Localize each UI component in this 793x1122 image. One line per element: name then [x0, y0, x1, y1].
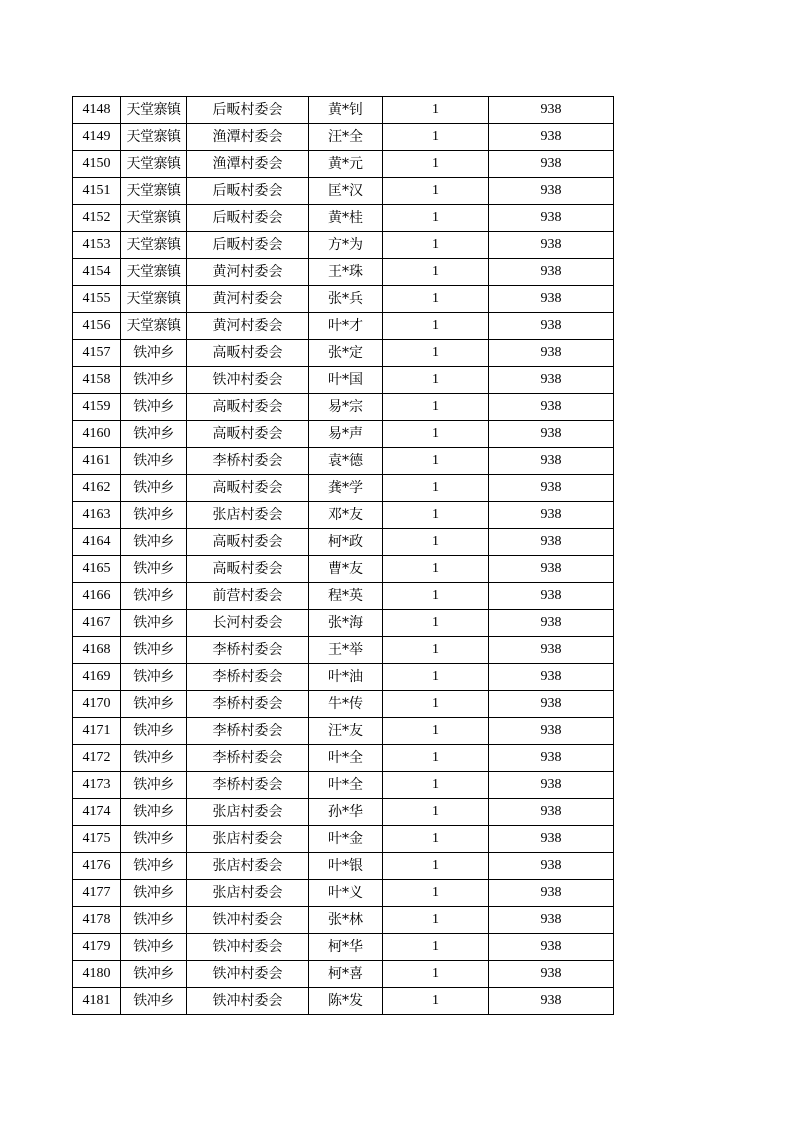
- table-row: [73, 637, 614, 664]
- name-cell: 方*为: [309, 232, 383, 259]
- count-cell: 1: [383, 826, 489, 853]
- village-cell: 高畈村委会: [187, 475, 309, 502]
- name-cell: 汪*友: [309, 718, 383, 745]
- count-cell: 1: [383, 583, 489, 610]
- village-cell: 后畈村委会: [187, 232, 309, 259]
- count-cell: 1: [383, 556, 489, 583]
- amount-cell: 938: [489, 745, 614, 772]
- town-cell: 铁冲乡: [121, 394, 187, 421]
- count-cell: 1: [383, 664, 489, 691]
- town-cell: 天堂寨镇: [121, 259, 187, 286]
- amount-cell: 938: [489, 718, 614, 745]
- row-number-cell: 4151: [73, 178, 121, 205]
- village-cell: 后畈村委会: [187, 205, 309, 232]
- amount-cell: 938: [489, 421, 614, 448]
- amount-cell: 938: [489, 124, 614, 151]
- town-cell: 铁冲乡: [121, 745, 187, 772]
- name-cell: 柯*政: [309, 529, 383, 556]
- amount-cell: 938: [489, 772, 614, 799]
- row-number-cell: 4162: [73, 475, 121, 502]
- table-row: [73, 907, 614, 934]
- amount-cell: 938: [489, 394, 614, 421]
- row-number-cell: 4158: [73, 367, 121, 394]
- row-number-cell: 4164: [73, 529, 121, 556]
- town-cell: 天堂寨镇: [121, 124, 187, 151]
- town-cell: 天堂寨镇: [121, 178, 187, 205]
- name-cell: 程*英: [309, 583, 383, 610]
- row-number-cell: 4173: [73, 772, 121, 799]
- amount-cell: 938: [489, 502, 614, 529]
- amount-cell: 938: [489, 799, 614, 826]
- name-cell: 柯*华: [309, 934, 383, 961]
- village-cell: 李桥村委会: [187, 448, 309, 475]
- row-number-cell: 4172: [73, 745, 121, 772]
- town-cell: 铁冲乡: [121, 583, 187, 610]
- count-cell: 1: [383, 448, 489, 475]
- row-number-cell: 4169: [73, 664, 121, 691]
- table-row: [73, 826, 614, 853]
- table-row: [73, 421, 614, 448]
- table-row: [73, 610, 614, 637]
- town-cell: 铁冲乡: [121, 988, 187, 1015]
- village-cell: 高畈村委会: [187, 556, 309, 583]
- count-cell: 1: [383, 259, 489, 286]
- amount-cell: 938: [489, 880, 614, 907]
- data-table: [72, 96, 614, 1015]
- table-row: [73, 664, 614, 691]
- village-cell: 铁冲村委会: [187, 988, 309, 1015]
- row-number-cell: 4167: [73, 610, 121, 637]
- village-cell: 李桥村委会: [187, 718, 309, 745]
- row-number-cell: 4155: [73, 286, 121, 313]
- village-cell: 张店村委会: [187, 880, 309, 907]
- count-cell: 1: [383, 97, 489, 124]
- row-number-cell: 4160: [73, 421, 121, 448]
- amount-cell: 938: [489, 286, 614, 313]
- count-cell: 1: [383, 124, 489, 151]
- row-number-cell: 4181: [73, 988, 121, 1015]
- count-cell: 1: [383, 718, 489, 745]
- town-cell: 铁冲乡: [121, 934, 187, 961]
- count-cell: 1: [383, 799, 489, 826]
- name-cell: 叶*国: [309, 367, 383, 394]
- amount-cell: 938: [489, 853, 614, 880]
- table-row: [73, 232, 614, 259]
- name-cell: 柯*喜: [309, 961, 383, 988]
- row-number-cell: 4152: [73, 205, 121, 232]
- village-cell: 张店村委会: [187, 826, 309, 853]
- name-cell: 黄*桂: [309, 205, 383, 232]
- town-cell: 铁冲乡: [121, 529, 187, 556]
- town-cell: 天堂寨镇: [121, 97, 187, 124]
- town-cell: 铁冲乡: [121, 610, 187, 637]
- row-number-cell: 4157: [73, 340, 121, 367]
- row-number-cell: 4168: [73, 637, 121, 664]
- name-cell: 黄*元: [309, 151, 383, 178]
- row-number-cell: 4178: [73, 907, 121, 934]
- amount-cell: 938: [489, 151, 614, 178]
- name-cell: 邓*友: [309, 502, 383, 529]
- table-body: [73, 97, 614, 1015]
- village-cell: 前营村委会: [187, 583, 309, 610]
- amount-cell: 938: [489, 556, 614, 583]
- name-cell: 易*声: [309, 421, 383, 448]
- table-row: [73, 340, 614, 367]
- count-cell: 1: [383, 907, 489, 934]
- village-cell: 高畈村委会: [187, 394, 309, 421]
- town-cell: 天堂寨镇: [121, 151, 187, 178]
- town-cell: 铁冲乡: [121, 664, 187, 691]
- village-cell: 李桥村委会: [187, 745, 309, 772]
- amount-cell: 938: [489, 205, 614, 232]
- amount-cell: 938: [489, 664, 614, 691]
- row-number-cell: 4179: [73, 934, 121, 961]
- amount-cell: 938: [489, 178, 614, 205]
- town-cell: 铁冲乡: [121, 880, 187, 907]
- table-row: [73, 502, 614, 529]
- row-number-cell: 4176: [73, 853, 121, 880]
- name-cell: 王*珠: [309, 259, 383, 286]
- town-cell: 铁冲乡: [121, 637, 187, 664]
- town-cell: 铁冲乡: [121, 961, 187, 988]
- table-row: [73, 529, 614, 556]
- count-cell: 1: [383, 961, 489, 988]
- amount-cell: 938: [489, 637, 614, 664]
- name-cell: 易*宗: [309, 394, 383, 421]
- count-cell: 1: [383, 529, 489, 556]
- count-cell: 1: [383, 178, 489, 205]
- count-cell: 1: [383, 610, 489, 637]
- village-cell: 高畈村委会: [187, 340, 309, 367]
- amount-cell: 938: [489, 340, 614, 367]
- village-cell: 李桥村委会: [187, 664, 309, 691]
- table-row: [73, 745, 614, 772]
- town-cell: 铁冲乡: [121, 907, 187, 934]
- town-cell: 天堂寨镇: [121, 313, 187, 340]
- village-cell: 黄河村委会: [187, 313, 309, 340]
- row-number-cell: 4175: [73, 826, 121, 853]
- name-cell: 袁*德: [309, 448, 383, 475]
- name-cell: 张*兵: [309, 286, 383, 313]
- table-row: [73, 583, 614, 610]
- row-number-cell: 4163: [73, 502, 121, 529]
- count-cell: 1: [383, 205, 489, 232]
- table-row: [73, 448, 614, 475]
- count-cell: 1: [383, 286, 489, 313]
- village-cell: 李桥村委会: [187, 772, 309, 799]
- amount-cell: 938: [489, 475, 614, 502]
- row-number-cell: 4174: [73, 799, 121, 826]
- row-number-cell: 4149: [73, 124, 121, 151]
- table-row: [73, 124, 614, 151]
- name-cell: 汪*全: [309, 124, 383, 151]
- amount-cell: 938: [489, 691, 614, 718]
- amount-cell: 938: [489, 232, 614, 259]
- village-cell: 高畈村委会: [187, 421, 309, 448]
- name-cell: 张*林: [309, 907, 383, 934]
- count-cell: 1: [383, 853, 489, 880]
- village-cell: 铁冲村委会: [187, 907, 309, 934]
- amount-cell: 938: [489, 610, 614, 637]
- count-cell: 1: [383, 151, 489, 178]
- name-cell: 孙*华: [309, 799, 383, 826]
- table-row: [73, 880, 614, 907]
- village-cell: 后畈村委会: [187, 178, 309, 205]
- town-cell: 铁冲乡: [121, 367, 187, 394]
- row-number-cell: 4165: [73, 556, 121, 583]
- town-cell: 铁冲乡: [121, 826, 187, 853]
- table-row: [73, 718, 614, 745]
- name-cell: 陈*发: [309, 988, 383, 1015]
- count-cell: 1: [383, 340, 489, 367]
- amount-cell: 938: [489, 583, 614, 610]
- town-cell: 铁冲乡: [121, 502, 187, 529]
- amount-cell: 938: [489, 826, 614, 853]
- count-cell: 1: [383, 637, 489, 664]
- amount-cell: 938: [489, 934, 614, 961]
- amount-cell: 938: [489, 907, 614, 934]
- amount-cell: 938: [489, 367, 614, 394]
- row-number-cell: 4166: [73, 583, 121, 610]
- count-cell: 1: [383, 475, 489, 502]
- town-cell: 铁冲乡: [121, 691, 187, 718]
- village-cell: 后畈村委会: [187, 97, 309, 124]
- amount-cell: 938: [489, 259, 614, 286]
- village-cell: 铁冲村委会: [187, 367, 309, 394]
- table-row: [73, 475, 614, 502]
- village-cell: 长河村委会: [187, 610, 309, 637]
- village-cell: 高畈村委会: [187, 529, 309, 556]
- village-cell: 铁冲村委会: [187, 961, 309, 988]
- row-number-cell: 4171: [73, 718, 121, 745]
- town-cell: 铁冲乡: [121, 772, 187, 799]
- town-cell: 铁冲乡: [121, 448, 187, 475]
- town-cell: 铁冲乡: [121, 718, 187, 745]
- name-cell: 叶*油: [309, 664, 383, 691]
- name-cell: 叶*全: [309, 745, 383, 772]
- amount-cell: 938: [489, 961, 614, 988]
- village-cell: 渔潭村委会: [187, 124, 309, 151]
- amount-cell: 938: [489, 988, 614, 1015]
- name-cell: 龚*学: [309, 475, 383, 502]
- count-cell: 1: [383, 232, 489, 259]
- village-cell: 张店村委会: [187, 502, 309, 529]
- table-row: [73, 961, 614, 988]
- row-number-cell: 4153: [73, 232, 121, 259]
- row-number-cell: 4170: [73, 691, 121, 718]
- row-number-cell: 4177: [73, 880, 121, 907]
- table-row: [73, 772, 614, 799]
- village-cell: 李桥村委会: [187, 691, 309, 718]
- name-cell: 黄*钊: [309, 97, 383, 124]
- table-row: [73, 313, 614, 340]
- row-number-cell: 4154: [73, 259, 121, 286]
- village-cell: 黄河村委会: [187, 286, 309, 313]
- row-number-cell: 4159: [73, 394, 121, 421]
- count-cell: 1: [383, 934, 489, 961]
- town-cell: 铁冲乡: [121, 853, 187, 880]
- table-row: [73, 286, 614, 313]
- table-row: [73, 691, 614, 718]
- table-row: [73, 934, 614, 961]
- count-cell: 1: [383, 421, 489, 448]
- name-cell: 叶*义: [309, 880, 383, 907]
- village-cell: 李桥村委会: [187, 637, 309, 664]
- count-cell: 1: [383, 745, 489, 772]
- table-row: [73, 178, 614, 205]
- name-cell: 匡*汉: [309, 178, 383, 205]
- table-row: [73, 988, 614, 1015]
- table-row: [73, 97, 614, 124]
- row-number-cell: 4180: [73, 961, 121, 988]
- name-cell: 叶*全: [309, 772, 383, 799]
- name-cell: 叶*银: [309, 853, 383, 880]
- row-number-cell: 4161: [73, 448, 121, 475]
- town-cell: 天堂寨镇: [121, 232, 187, 259]
- name-cell: 张*定: [309, 340, 383, 367]
- town-cell: 铁冲乡: [121, 799, 187, 826]
- name-cell: 叶*才: [309, 313, 383, 340]
- count-cell: 1: [383, 691, 489, 718]
- town-cell: 天堂寨镇: [121, 286, 187, 313]
- village-cell: 黄河村委会: [187, 259, 309, 286]
- count-cell: 1: [383, 880, 489, 907]
- row-number-cell: 4150: [73, 151, 121, 178]
- table-row: [73, 853, 614, 880]
- row-number-cell: 4156: [73, 313, 121, 340]
- town-cell: 铁冲乡: [121, 340, 187, 367]
- amount-cell: 938: [489, 529, 614, 556]
- table-row: [73, 556, 614, 583]
- table-row: [73, 259, 614, 286]
- amount-cell: 938: [489, 97, 614, 124]
- row-number-cell: 4148: [73, 97, 121, 124]
- village-cell: 张店村委会: [187, 799, 309, 826]
- town-cell: 铁冲乡: [121, 556, 187, 583]
- table-row: [73, 151, 614, 178]
- town-cell: 天堂寨镇: [121, 205, 187, 232]
- name-cell: 张*海: [309, 610, 383, 637]
- count-cell: 1: [383, 502, 489, 529]
- table-row: [73, 205, 614, 232]
- amount-cell: 938: [489, 448, 614, 475]
- village-cell: 渔潭村委会: [187, 151, 309, 178]
- count-cell: 1: [383, 367, 489, 394]
- village-cell: 张店村委会: [187, 853, 309, 880]
- name-cell: 曹*友: [309, 556, 383, 583]
- table-row: [73, 394, 614, 421]
- count-cell: 1: [383, 313, 489, 340]
- table-row: [73, 799, 614, 826]
- name-cell: 王*举: [309, 637, 383, 664]
- count-cell: 1: [383, 772, 489, 799]
- count-cell: 1: [383, 988, 489, 1015]
- name-cell: 叶*金: [309, 826, 383, 853]
- count-cell: 1: [383, 394, 489, 421]
- town-cell: 铁冲乡: [121, 475, 187, 502]
- amount-cell: 938: [489, 313, 614, 340]
- name-cell: 牛*传: [309, 691, 383, 718]
- village-cell: 铁冲村委会: [187, 934, 309, 961]
- table-row: [73, 367, 614, 394]
- town-cell: 铁冲乡: [121, 421, 187, 448]
